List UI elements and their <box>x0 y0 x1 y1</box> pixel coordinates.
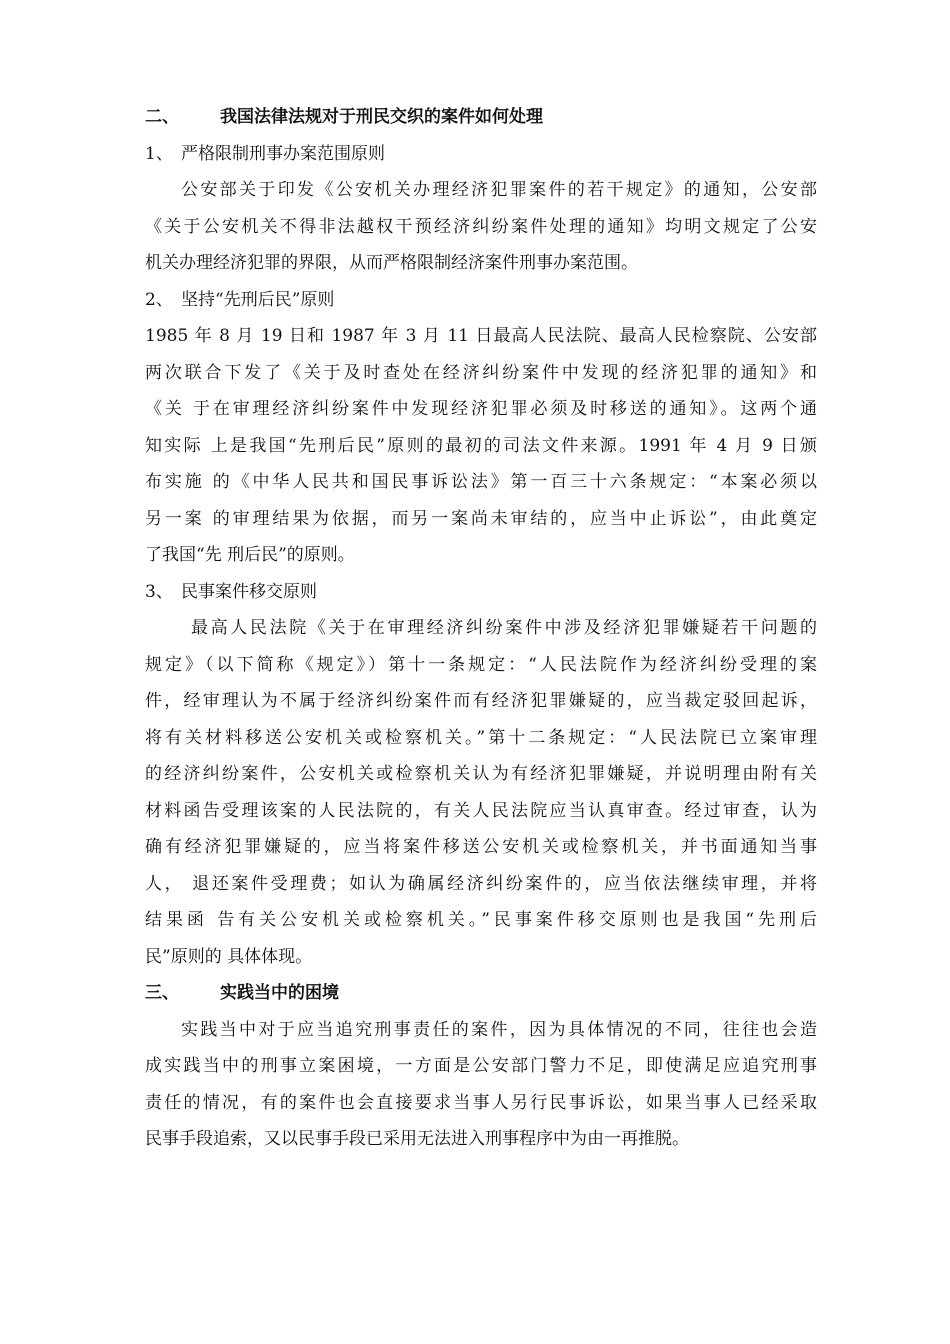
paragraph-line: 民事手段追索，又以民事手段已采用无法进入刑事程序中为由一再推脱。 <box>145 1129 689 1149</box>
subsection-number: 2、 <box>145 289 173 310</box>
paragraph-line: 的经济纠纷案件，公安机关或检察机关认为有经济犯罪嫌疑，并说明理由附有关 <box>145 764 817 784</box>
paragraph-line: 件，经审理认为不属于经济纠纷案件而有经济犯罪嫌疑的，应当裁定驳回起诉， <box>145 691 817 711</box>
subsection-heading-1 <box>145 136 817 173</box>
paragraph-line: 《关于公安机关不得非法越权干预经济纠纷案件处理的通知》均明文规定了公安 <box>145 216 817 237</box>
paragraph-line: 确有经济犯罪嫌疑的，应当将案件移送公安机关或检察机关，并书面通知当事 <box>145 837 817 857</box>
subsection-title: 民事案件移交原则 <box>181 581 317 602</box>
section-number: 三、 <box>145 983 179 1003</box>
paragraph-line: 人， 退还案件受理费；如认为确属经济纠纷案件的，应当依法继续审理，并将 <box>145 873 817 894</box>
paragraph-line: 了我国“先 刑后民”的原则。 <box>145 545 355 565</box>
paragraph-line: 两次联合下发了《关于及时查处在经济纠纷案件中发现的经济犯罪的通知》和 <box>145 362 817 383</box>
paragraph-line: 机关办理经济犯罪的界限，从而严格限制经济案件刑事办案范围。 <box>145 253 638 273</box>
section-heading-3 <box>145 975 817 1012</box>
subsection-heading-2 <box>145 282 817 319</box>
section-title: 实践当中的困境 <box>220 983 339 1003</box>
paragraph-line: 材料函告受理该案的人民法院的，有关人民法院应当认真审查。经过审查，认为 <box>145 800 817 821</box>
paragraph-line: 责任的情况，有的案件也会直接要求当事人另行民事诉讼，如果当事人已经采取 <box>145 1092 817 1113</box>
paragraph-line: 实践当中对于应当追究刑事责任的案件，因为具体情况的不同，往往也会造 <box>181 1019 817 1040</box>
section-number: 二、 <box>145 107 179 127</box>
paragraph-line: 公安部关于印发《公安机关办理经济犯罪案件的若干规定》的通知，公安部 <box>181 180 817 200</box>
section-title: 我国法律法规对于刑民交织的案件如何处理 <box>220 107 543 127</box>
paragraph-line: 布实施 的《中华人民共和国民事诉讼法》第一百三十六条规定：“本案必须以 <box>145 472 817 492</box>
paragraph-line: 知实际 上是我国“先刑后民”原则的最初的司法文件来源。1991 年 4 月 9 日颁 <box>145 435 817 456</box>
subsection-title: 坚持“先刑后民”原则 <box>181 289 335 310</box>
paragraph-line: 将有关材料移送公安机关或检察机关。”第十二条规定：“人民法院已立案审理 <box>145 727 817 748</box>
paragraph-line: 规定》（以下简称《规定》）第十一条规定：“人民法院作为经济纠纷受理的案 <box>145 654 817 675</box>
subsection-number: 1、 <box>145 143 173 164</box>
subsection-heading-3 <box>145 574 817 611</box>
section-heading-2 <box>145 99 817 136</box>
paragraph-line: 最高人民法院《关于在审理经济纠纷案件中涉及经济犯罪嫌疑若干问题的 <box>191 618 817 638</box>
subsection-number: 3、 <box>145 581 173 602</box>
paragraph-line: 民”原则的 具体体现。 <box>145 946 313 967</box>
paragraph-line: 结果函 告有关公安机关或检察机关。”民事案件移交原则也是我国“先刑后 <box>145 910 817 930</box>
paragraph-line: 另一案 的审理结果为依据，而另一案尚未审结的，应当中止诉讼”，由此奠定 <box>145 508 817 529</box>
paragraph-line: 1985 年 8 月 19 日和 1987 年 3 月 11 日最高人民法院、最高人民检察院、公安部 <box>145 326 817 346</box>
paragraph-line: 《关 于在审理经济纠纷案件中发现经济犯罪必须及时移送的通知》。这两个通 <box>145 399 817 419</box>
paragraph-line: 成实践当中的刑事立案困境，一方面是公安部门警力不足，即使满足应追究刑事 <box>145 1056 817 1076</box>
subsection-title: 严格限制刑事办案范围原则 <box>181 143 385 164</box>
document-body <box>145 99 817 1158</box>
